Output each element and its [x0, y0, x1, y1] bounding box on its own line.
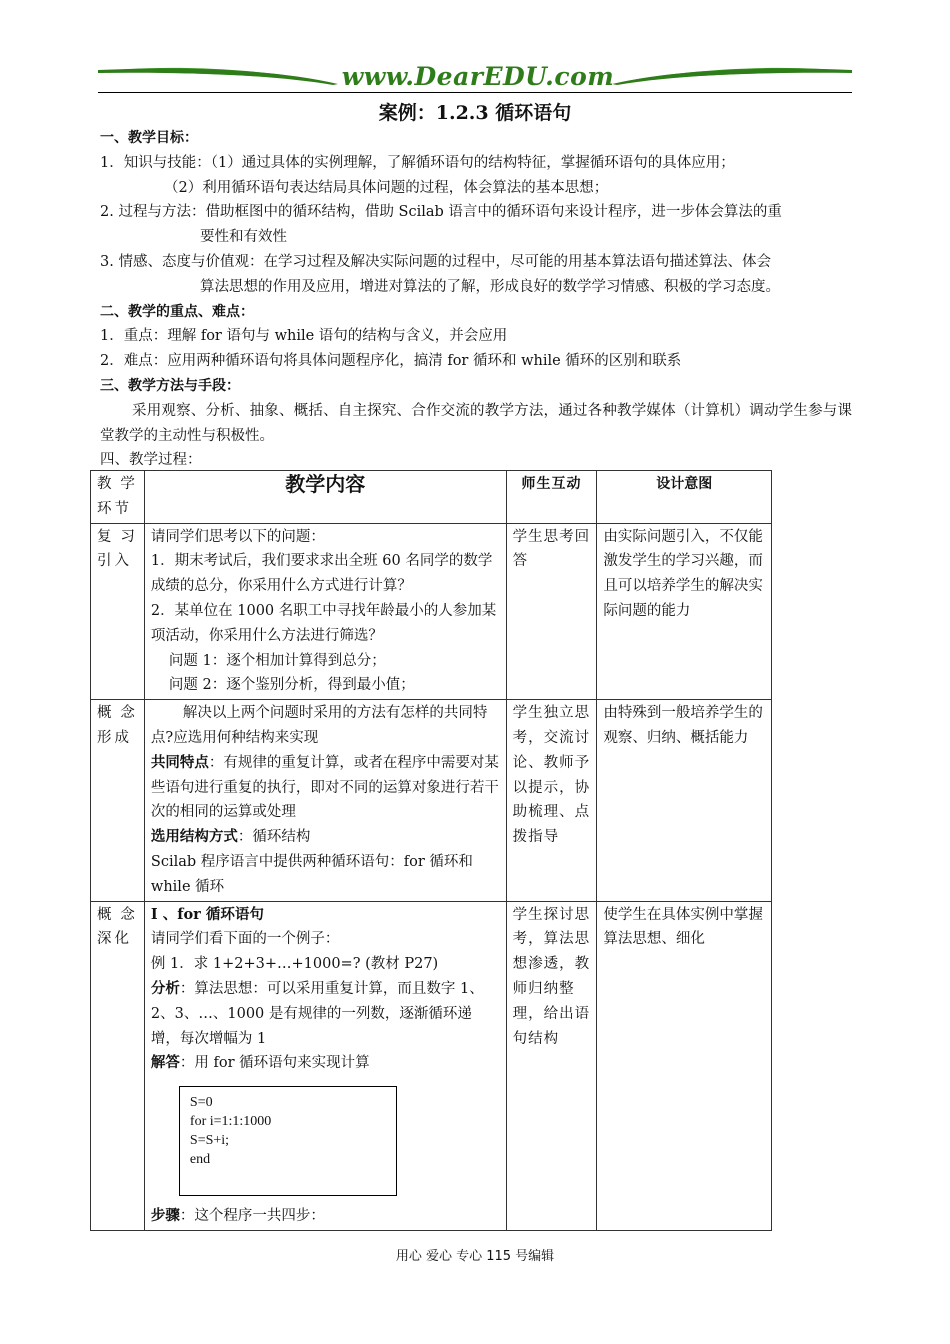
- stage-cell: 概念深化: [91, 901, 145, 1230]
- content-line: Scilab 程序语言中提供两种循环语句：for 循环和 while 循环: [150, 853, 473, 895]
- header-banner: [98, 60, 852, 94]
- table-row: [91, 700, 772, 901]
- header-stage: 教学环节: [91, 471, 145, 524]
- content-line: 1．期末考试后，我们要求求出全班 60 名同学的数学成绩的总分，你采用什么方式进行计算？: [150, 553, 493, 595]
- steps-text: ：这个程序一共四步：: [179, 1208, 325, 1225]
- section-heading: 二、教学的重点、难点：: [100, 303, 254, 320]
- lesson-table: [90, 470, 772, 1231]
- stage-cell: 复习引入: [91, 523, 145, 700]
- feature-text: ：有规律的重复计算，或者在程序中需要对某些语句进行重复的执行，即对不同的运算对象进行若干次的相同的运算或处理: [150, 754, 499, 821]
- content-line: 解决以上两个问题时采用的方法有怎样的共同特点?应选用何种结构来实现: [150, 705, 488, 746]
- header-rule: [98, 92, 852, 93]
- content-line: [151, 1051, 500, 1076]
- method-paragraph: 采用观察、分析、抽象、概括、自主探究、合作交流的教学方法，通过各种教学媒体（计算机）调动学生参与课堂教学的主动性与积极性。: [100, 402, 852, 444]
- objective-line: 2. 过程与方法：借助框图中的循环结构，借助 Scilab 语言中的循环语句来设计程序，进一步体会算法的重: [100, 204, 782, 221]
- keypoint-line: 2．难点：应用两种循环语句将具体问题程序化，搞清 for 循环和 while 循环的区别和联系: [100, 353, 682, 370]
- section-heading: 四、教学过程：: [100, 452, 202, 469]
- code-line: end: [189, 1152, 211, 1168]
- content-line: [151, 751, 500, 825]
- content-line: [151, 825, 500, 850]
- steps-label: 步骤: [150, 1207, 180, 1225]
- content-line: [151, 1204, 500, 1229]
- intent-cell: 使学生在具体实例中掌握算法思想、细化: [597, 901, 772, 1230]
- structure-text: ：循环结构: [237, 829, 311, 846]
- content-line: 请同学们看下面的一个例子：: [150, 931, 340, 948]
- site-logo: www.DearEDU.com: [341, 62, 615, 91]
- content-cell: [144, 700, 506, 901]
- content-cell: [144, 523, 506, 700]
- content-cell: [144, 901, 506, 1230]
- feature-label: 共同特点: [150, 753, 209, 771]
- interaction-cell: 学生独立思考，交流讨论、教师予以提示，协助梳理、点拨指导: [506, 700, 597, 901]
- section-heading: 一、教学目标：: [100, 130, 198, 146]
- objective-line: 3. 情感、态度与价值观：在学习过程及解决实际问题的过程中，尽可能的用基本算法语句描述算法、体会: [100, 253, 771, 270]
- interaction-cell: 学生探讨思考，算法思想渗透，教师归纳整理，给出语句结构: [506, 901, 597, 1230]
- table-row: [91, 523, 772, 700]
- objective-line: 算法思想的作用及应用，增进对算法的了解，形成良好的数学学习情感、积极的学习态度。: [200, 278, 780, 295]
- code-line: for i=1:1:1000: [189, 1114, 272, 1130]
- content-line: 问题 1：逐个相加计算得到总分；: [168, 652, 386, 669]
- page-title: 案例：1.2.3 循环语句: [378, 102, 572, 124]
- objective-line: 1．知识与技能：（1）通过具体的实例理解，了解循环语句的结构特征，掌握循环语句的具体应用；: [100, 154, 735, 171]
- table-header-row: [91, 471, 772, 524]
- code-box: [179, 1086, 397, 1196]
- document-body: [100, 126, 852, 473]
- intent-cell: 由实际问题引入，不仅能激发学生的学习兴趣，而且可以培养学生的解决实际问题的能力: [597, 523, 772, 700]
- content-line: 例 1．求 1+2+3+…+1000=? (教材 P27): [150, 956, 439, 973]
- analysis-text: ：算法思想：可以采用重复计算，而且数字 1、2、3、…、1000 是有规律的一列数，逐渐循环递增，每次增幅为 1: [150, 980, 484, 1047]
- content-heading: I 、for 循环语句: [150, 905, 264, 923]
- answer-text: ：用 for 循环语句来实现计算: [179, 1055, 370, 1072]
- structure-label: 选用结构方式: [150, 828, 238, 846]
- header-content: 教学内容: [144, 471, 506, 524]
- keypoint-line: 1．重点：理解 for 语句与 while 语句的结构与含义，并会应用: [100, 328, 508, 345]
- intent-cell: 由特殊到一般培养学生的观察、归纳、概括能力: [597, 700, 772, 901]
- content-line: 问题 2：逐个鉴别分析，得到最小值；: [168, 677, 415, 694]
- page-footer: 用心 爱心 专心 115 号编辑: [395, 1249, 555, 1264]
- content-line: 请同学们思考以下的问题：: [150, 528, 325, 545]
- code-line: S=S+i;: [189, 1133, 230, 1149]
- objective-line: 要性和有效性: [200, 229, 287, 246]
- content-line: [151, 977, 500, 1051]
- stage-cell: 概念形成: [91, 700, 145, 901]
- content-line: 2．某单位在 1000 名职工中寻找年龄最小的人参加某项活动，你采用什么方法进行筛选？: [150, 602, 497, 644]
- code-line: S=0: [189, 1095, 213, 1111]
- interaction-cell: 学生思考回答: [506, 523, 597, 700]
- objective-line: （2）利用循环语句表达结局具体问题的过程，体会算法的基本思想；: [164, 179, 609, 196]
- header-intent: 设计意图: [597, 471, 772, 524]
- table-row: [91, 901, 772, 1230]
- header-interaction: 师生互动: [506, 471, 597, 524]
- analysis-label: 分析: [150, 979, 180, 997]
- answer-label: 解答: [150, 1054, 180, 1072]
- section-heading: 三、教学方法与手段：: [100, 377, 240, 394]
